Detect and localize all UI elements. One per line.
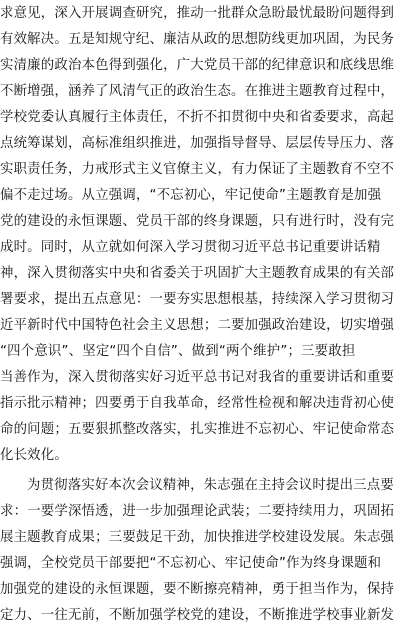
text-line: “四个意识”、坚定“四个自信”、做到“两个维护”；三要敢担 [0, 344, 356, 359]
text-line: 强调，全校党员干部要把“不忘初心、牢记使命”作为终身课题和 [0, 556, 382, 571]
text-line: 求：一要学深悟透，进一步加强理论武装；二要持续用力，巩固拓 [0, 504, 395, 519]
text-line: 实职责任务，力戒形式主义官僚主义，有力保证了主题教育不空不 [0, 162, 395, 177]
text-line: 加强党的建设的永恒课题，要不断擦亮精神，勇于担当作为，保持 [0, 582, 395, 597]
text-line: 当善作为，深入贯彻落实好习近平总书记对我省的重要讲话和重要 [0, 370, 395, 385]
text-line: 学校党委认真履行主体责任，不折不扣贯彻中央和省委要求，高起 [0, 110, 395, 125]
text-line: 近平新时代中国特色社会主义思想；二要加强政治建设，切实增强 [0, 318, 395, 333]
text-line: 展主题教育成果；三要鼓足干劲，加快推进学校建设发展。朱志强 [0, 530, 395, 545]
text-line: 求意见，深入开展调查研究，推动一批群众急盼最忧最盼问题得到 [0, 6, 395, 21]
text-line: 命的问题；五要狠抓整改落实，扎实推进不忘初心、牢记使命常态 [0, 422, 395, 437]
paragraph-first-line: 为贯彻落实好本次会议精神，朱志强在主持会议时提出三点要 [27, 478, 394, 493]
text-line: 实清廉的政治本色得到强化，广大党员干部的纪律意识和底线思维 [0, 58, 395, 73]
text-line: 定力、一往无前，不断加强学校党的建设，不断推进学校事业新发 [0, 608, 395, 623]
text-line: 党的建设的永恒课题、党员干部的终身课题，只有进行时，没有完 [0, 214, 395, 229]
text-line: 不断增强，涵养了风清气正的政治生态。在推进主题教育过程中， [0, 84, 395, 99]
text-line: 署要求，提出五点意见：一要夯实思想根基，持续深入学习贯彻习 [0, 292, 395, 307]
text-line: 指示批示精神；四要勇于自我革命，经常性检视和解决违背初心使 [0, 396, 395, 411]
text-line: 成时。同时，从立就如何深入学习贯彻习近平总书记重要讲话精 [0, 240, 381, 255]
text-line: 有效解决。五是知规守纪、廉洁从政的思想防线更加巩固，为民务 [0, 32, 395, 47]
text-line: 化长效化。 [0, 448, 68, 463]
text-line: 神，深入贯彻落实中央和省委关于巩固扩大主题教育成果的有关部 [0, 266, 395, 281]
text-line: 点统筹谋划，高标准组织推进，加强指导督导、层层传导压力、落 [0, 136, 395, 151]
text-line: 偏不走过场。从立强调，“不忘初心，牢记使命”主题教育是加强 [0, 188, 382, 203]
